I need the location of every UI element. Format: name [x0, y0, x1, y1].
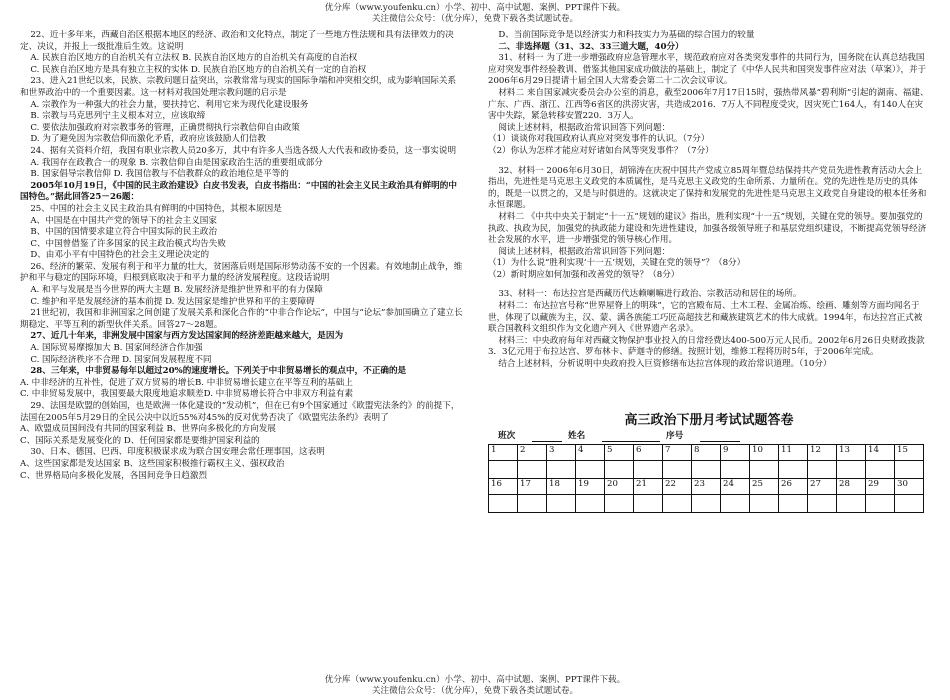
right-paragraph: 33、材料一：布达拉宫是西藏历代达赖喇嘛进行政治、宗教活动和居住的场所。 [498, 289, 802, 300]
question-number-cell: 14 [866, 445, 895, 461]
answer-cell[interactable] [721, 461, 750, 479]
answer-cell[interactable] [692, 495, 721, 513]
question-number-cell: 4 [576, 445, 605, 461]
answer-grid [488, 444, 924, 513]
answer-grid-numbers-1-15 [489, 445, 924, 461]
field-number-blank[interactable] [700, 431, 740, 443]
question-number-cell: 10 [750, 445, 779, 461]
left-paragraph: B. 宗教与马克思列宁主义根本对立，应该取缔 [30, 111, 206, 122]
question-number-cell: 9 [721, 445, 750, 461]
answer-cell[interactable] [721, 495, 750, 513]
answer-cell[interactable] [547, 461, 576, 479]
field-name-label: 姓名 [568, 430, 586, 441]
question-number-cell: 16 [489, 479, 518, 495]
right-paragraph: 二、非选择题（31、32、33三道大题，40分） [498, 41, 684, 52]
left-paragraph: A、中国是在中国共产党的领导下的社会主义国家 [30, 215, 217, 226]
answer-cell[interactable] [837, 495, 866, 513]
left-paragraph: C. 国际经济秩序不合理 D. 国家间发展程度不同 [30, 354, 212, 365]
question-number-cell: 30 [895, 479, 924, 495]
question-number-cell: 27 [808, 479, 837, 495]
answer-cell[interactable] [808, 495, 837, 513]
left-paragraph: A. 我国存在政教合一的现象 B. 宗教信仰自由是国家政治生活的重要组成部分 [30, 157, 323, 168]
field-class-blank[interactable] [532, 431, 562, 443]
answer-sheet-title: 高三政治下册月考试试题答卷 [624, 412, 794, 428]
answer-cell[interactable] [547, 495, 576, 513]
left-paragraph: A、欧盟成员国间没有共同的国家利益 B、世界向多极化的方向发展 [20, 424, 276, 435]
answer-cell[interactable] [779, 495, 808, 513]
right-column [488, 30, 930, 675]
answer-grid-numbers-16-30 [489, 479, 924, 495]
answer-cell[interactable] [692, 461, 721, 479]
left-paragraph: 29、法国是欧盟的创始国，也是欧洲一体化建设的“发动机”，但在已有9个国家通过《欧盟宪法条约》的前提下，法国在2005年5月29日的全民公决中以近55%对45%的反对优势否决了《欧盟宪法条约》表明了 [20, 401, 460, 423]
answer-cell[interactable] [518, 461, 547, 479]
left-paragraph: A. 民族自治区地方的自治机关有立法权 B. 民族自治区地方的自治机关有高度的自治权 [30, 53, 358, 64]
right-paragraph: （2）你认为怎样才能应对好诸如台风等突发事件？（7分） [488, 145, 714, 156]
left-paragraph: 27、近几十年来，非洲发展中国家与西方发达国家间的经济差距越来越大，是因为 [30, 331, 344, 342]
question-number-cell: 29 [866, 479, 895, 495]
question-number-cell: 5 [605, 445, 634, 461]
left-paragraph: C. 中非贸易发展中，我国要最大限度地追求顺差D. 中非贸易增长符合中非双方利益有素 [20, 389, 354, 400]
question-number-cell: 26 [779, 479, 808, 495]
left-paragraph: A. 国际贸易摩擦加大 B. 国家间经济合作加强 [30, 343, 203, 354]
left-paragraph: C. 维护和平是发展经济的基本前提 D. 发达国家是维护世界和平的主要障碍 [30, 296, 315, 307]
left-paragraph: 25、中国的社会主义民主政治具有鲜明的中国特色，其根本原因是 [30, 203, 282, 214]
answer-cell[interactable] [576, 495, 605, 513]
question-number-cell: 3 [547, 445, 576, 461]
field-name-blank[interactable] [602, 431, 660, 443]
page-footer [0, 675, 950, 697]
left-column [20, 30, 464, 675]
right-paragraph: 32、材料一 2006年6月30日，胡锦涛在庆祝中国共产党成立85周年暨总结保持共产党员先进性教育活动大会上指出，先进性是马克思主义政党的本质属性，是马克思主义政党的生命所系、力量所在。党的先进性是历史的具体的，既是一以贯之的，又是与时俱进的。这就决定了保持和发展党的先进性是马克思主义政党自身建设的根本任务和永恒课题。 [488, 165, 927, 211]
answer-cell[interactable] [663, 495, 692, 513]
question-number-cell: 28 [837, 479, 866, 495]
answer-cell[interactable] [895, 461, 924, 479]
question-number-cell: 17 [518, 479, 547, 495]
left-paragraph: C、国际关系是发展变化的 D、任何国家都是要维护国家利益的 [20, 435, 260, 446]
right-column-questions [488, 30, 930, 371]
header-line-1: 优分库（www.youfenku.cn）小学、初中、高中试题、案例、PPT课件下载。 [324, 3, 626, 13]
question-number-cell: 21 [634, 479, 663, 495]
question-number-cell: 12 [808, 445, 837, 461]
right-paragraph: （2）新时期应如何加强和改善党的领导？（8分） [488, 269, 680, 280]
right-paragraph: 材料三：中央政府每年对西藏文物保护事业投入的日常经费达400-500万元人民币。2002年6月26日央财政拨款3．3亿元用于布拉达宫、罗布林卡、萨迦寺的修缮。按照计划，维修工程将历时5年，于2006年完成。 [488, 335, 925, 358]
answer-cell[interactable] [808, 461, 837, 479]
question-number-cell: 22 [663, 479, 692, 495]
left-paragraph: A. 中非经济的互补性，促进了双方贸易的增长B. 中非贸易增长建立在平等互利的基础上 [20, 377, 353, 388]
page-header [0, 3, 950, 25]
right-paragraph: 阅读上述材料，根据政治常识回答下列问题： [498, 122, 671, 133]
right-paragraph: 结合上述材料，分析说明中央政府投入巨资修缮布达拉宫体现的政治常识道理。（10分） [498, 359, 832, 370]
answer-cell[interactable] [866, 461, 895, 479]
answer-cell[interactable] [750, 461, 779, 479]
left-paragraph: A. 和平与发展是当今世界的两大主题 B. 发展经济是维护世界和平的有力保障 [30, 285, 323, 296]
left-paragraph: C. 要依法加强政府对宗教事务的管理，正确贯彻执行宗教信仰自由政策 [30, 122, 300, 133]
question-number-cell: 25 [750, 479, 779, 495]
left-paragraph: A、这些国家都是发达国家 B、这些国家积极推行霸权主义、强权政治 [20, 458, 285, 469]
left-paragraph: B、中国的国情要求建立符合中国实际的民主政治 [30, 227, 218, 238]
question-number-cell: 7 [663, 445, 692, 461]
left-paragraph: A. 宗教作为一种强大的社会力量，要扶持它、利用它来为现代化建设服务 [30, 99, 309, 110]
answer-cell[interactable] [634, 495, 663, 513]
right-paragraph: 材料二 来自国家减灾委员会办公室的消息，截至2006年7月17日15时，强热带风暴“碧利斯”引起的湖南、福建、广东、广西、浙江、江西等6省区的洪涝灾害，共造成2016．7万人不同程度受灾，因灾死亡164人，有140人在灾害中失踪，紧急转移安置220．3万人。 [488, 87, 929, 122]
right-paragraph: D、当前国际竞争是以经济实力和科技实力为基础的综合国力的较量 [498, 30, 755, 40]
left-paragraph: C、中国曾借鉴了许多国家的民主政治模式均告失败 [30, 238, 226, 249]
answer-cell[interactable] [518, 495, 547, 513]
question-number-cell: 2 [518, 445, 547, 461]
answer-cell[interactable] [605, 495, 634, 513]
question-number-cell: 8 [692, 445, 721, 461]
question-number-cell: 19 [576, 479, 605, 495]
answer-cell[interactable] [663, 461, 692, 479]
question-number-cell: 20 [605, 479, 634, 495]
question-number-cell: 11 [779, 445, 808, 461]
right-paragraph: 材料二 《中共中央关于制定“十一五”规划的建议》指出，胜利实现“十一五”规划，关键在党的领导。要加强党的执政、执政为民，加强党的执政能力建设和先进性建设，加强各级领导班子和基层党组织建设，不断提高党领导经济社会发展的水平，进一步增强党的领导核心作用。 [488, 211, 927, 246]
left-paragraph: 22、近十多年来，西藏自治区根据本地区的经济、政治和文化特点，制定了一些地方性法规和具有法律效力的决定、决议，并报上一级批准后生效。这说明 [20, 30, 454, 52]
field-class-label: 班次 [498, 430, 516, 441]
field-number-label: 序号 [666, 430, 684, 441]
left-paragraph: 26、经济的繁荣、发展有利于和平力量的壮大，贫困落后则是国际形势动荡不安的一个因素。有效地制止战争，维护和平与稳定的国际环境，归根到底取决于和平力量的经济发展程度。这段话说明 [20, 261, 463, 284]
left-paragraph: C、世界格局向多极化发展，各国间竞争日趋激烈 [20, 470, 208, 481]
question-number-cell: 24 [721, 479, 750, 495]
question-number-cell: 13 [837, 445, 866, 461]
footer-line-2: 关注微信公众号：（优分库），免费下载各类试题试卷。 [371, 686, 579, 696]
left-paragraph: C. 民族自治区地方是具有独立主权的实体 D. 民族自治区地方的自治机关有一定的自治权 [30, 64, 367, 75]
answer-cell[interactable] [866, 495, 895, 513]
right-paragraph: 31、材料一 为了进一步增强政府应急管理水平，规范政府应对各类突发事件的共同行为，国务院在认真总结我国应对突发事件经验教训、借鉴其他国家成功做法的基础上，制定了《中华人民共和国突发事件应对法（草案）》，并于2006年6月29日提请十届全国人大常委会第二十二次会议审议。 [488, 53, 927, 87]
question-number-cell: 23 [692, 479, 721, 495]
left-paragraph: 24、据有关资料介绍，我国有职业宗教人员20多万，其中有许多人当选各级人大代表和政协委员，这一事实说明 [30, 145, 457, 156]
answer-cell[interactable] [634, 461, 663, 479]
right-paragraph: 材料二：布达拉宫号称“世界屋脊上的明珠”，它的宫殿布局、土木工程、金属冶炼、绘画、雕刻等方面均闻名于世，体现了以藏族为主，汉、蒙、满各族能工巧匠高超技艺和藏族建筑艺术的伟大成就。1994年，布达拉宫正式被联合国教科文组织作为文化遗产列入《世界遗产名录》。 [488, 301, 923, 335]
answer-cell[interactable] [576, 461, 605, 479]
question-number-cell: 15 [895, 445, 924, 461]
right-paragraph: （1）为什么说“胜利实现‘十一五’规划，关键在党的领导”？（8分） [488, 258, 746, 269]
answer-cell[interactable] [779, 461, 808, 479]
question-number-cell: 18 [547, 479, 576, 495]
left-paragraph: 21世纪初，我国和非洲国家之间创建了发展关系和深化合作的“中非合作论坛”，中国与“论坛”参加国确立了建立长期稳定、平等互利的新型伙伴关系。回答27～28题。 [20, 308, 463, 330]
left-paragraph: 28、三年来，中非贸易每年以超过20%的速度增长。下列关于中非贸易增长的观点中，不正确的是 [30, 366, 407, 377]
left-paragraph: D. 为了避免因为宗教信仰而激化矛盾，政府应该鼓励人们信教 [30, 134, 266, 145]
left-paragraph: D、由邓小平有中国特色的社会主义理论决定的 [30, 250, 210, 261]
left-paragraph: 30、日本、德国、巴西、印度积极谋求成为联合国安理会常任理事国，这表明 [30, 447, 325, 458]
answer-cell[interactable] [750, 495, 779, 513]
footer-line-1: 优分库（www.youfenku.cn）小学、初中、高中试题、案例、PPT课件下载。 [324, 675, 626, 685]
answer-cell[interactable] [837, 461, 866, 479]
answer-grid-blanks-1-15 [489, 461, 924, 479]
left-paragraph: 2005年10月19日，《中国的民主政治建设》白皮书发表，白皮书指出：“中国的社会主义民主政治具有鲜明的中国特色。”据此回答25－26题： [20, 180, 457, 203]
answer-sheet-fields [488, 431, 930, 443]
question-number-cell: 1 [489, 445, 518, 461]
header-line-2: 关注微信公众号：（优分库），免费下载各类试题试卷。 [371, 14, 579, 24]
left-paragraph: 23、进入21世纪以来，民族、宗教问题日益突出，宗教常常与现实的国际争端和冲突相交织，成为影响国际关系和世界政治中的一个重要因素。这一材料对我国处理宗教问题的启示是 [20, 76, 457, 98]
answer-cell[interactable] [489, 495, 518, 513]
answer-grid-blanks-16-30 [489, 495, 924, 513]
right-paragraph: 阅读上述材料，根据政治常识回答下列问题： [498, 246, 671, 257]
right-paragraph: （1）谈谈你对我国政府认真应对突发事件的认识。（7分） [488, 134, 710, 145]
answer-cell[interactable] [895, 495, 924, 513]
answer-cell[interactable] [489, 461, 518, 479]
left-paragraph: B. 国家倡导宗教信仰 D. 我国信教与不信教群众的政治地位是平等的 [30, 169, 289, 180]
answer-cell[interactable] [605, 461, 634, 479]
question-number-cell: 6 [634, 445, 663, 461]
